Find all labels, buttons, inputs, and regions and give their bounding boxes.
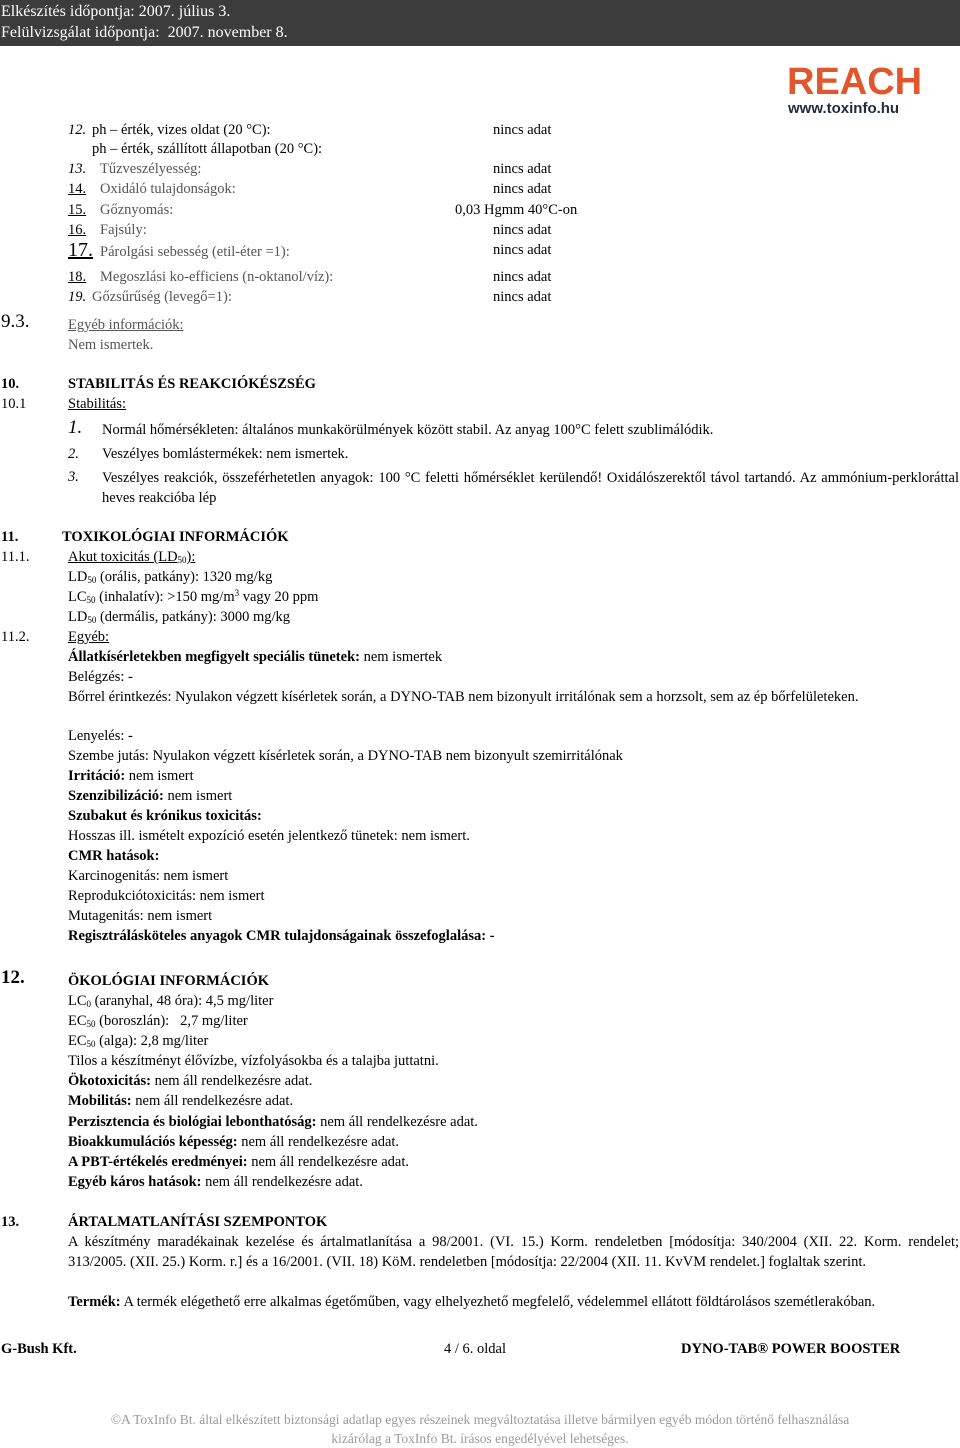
ingestion: Lenyelés: -: [68, 728, 133, 744]
section-10-1-title: Stabilitás:: [68, 396, 126, 412]
carcinogenicity: Karcinogenitás: nem ismert: [68, 868, 229, 884]
prop-label: Megoszlási ko-efficiens (n-oktanol/víz):: [100, 269, 334, 285]
prop-num: 17.: [68, 239, 93, 261]
section-11-number: 11.: [1, 529, 19, 545]
prop-label: Párolgási sebesség (etil-éter =1):: [100, 244, 290, 260]
footer-page-number: 4 / 6. oldal: [444, 1341, 507, 1357]
eco-row: Mobilitás: nem áll rendelkezésre adat.: [68, 1093, 294, 1109]
prop-num: 12.: [68, 122, 87, 138]
prop-value: nincs adat: [493, 122, 552, 138]
sensitization: Szenzibilizáció: nem ismert: [68, 788, 233, 804]
cmr-effects: CMR hatások:: [68, 848, 160, 864]
irritation: Irritáció: nem ismert: [68, 768, 194, 784]
eye-contact: Szembe jutás: Nyulakon végzett kísérletek során, a DYNO-TAB nem bizonyult szemirritálónak: [68, 748, 623, 764]
skin-contact: Bőrrel érintkezés: Nyulakon végzett kísérletek során, a DYNO-TAB nem bizonyult irritálónak sem a horzsolt, sem az ép bőrfelületeken.: [68, 689, 859, 705]
ld50-oral: $LD_{50}$ (orális, patkány): 1320 mg/kg: [68, 569, 273, 585]
section-11-title: TOXIKOLÓGIAI INFORMÁCIÓK: [62, 529, 289, 545]
footer-product: DYNO-TAB® POWER BOOSTER: [681, 1341, 901, 1357]
eco-row: A PBT-értékelés eredményei: nem áll rendelkezésre adat.: [68, 1154, 410, 1170]
eco-row: Egyéb káros hatások: nem áll rendelkezésre adat.: [68, 1174, 363, 1190]
prop-label: Tűzveszélyesség:: [100, 161, 202, 177]
section-10-title: STABILITÁS ÉS REAKCIÓKÉSZSÉG: [68, 376, 316, 392]
prop-label: Oxidáló tulajdonságok:: [100, 181, 236, 197]
prop-num: 18.: [68, 269, 87, 285]
document-header: [0, 0, 960, 46]
created-date: Elkészítés időpontja: 2007. július 3.: [1, 3, 231, 20]
reach-logo-url: www.toxinfo.hu: [788, 100, 900, 117]
section-12-number: 12.: [1, 967, 25, 988]
prop-num: 15.: [68, 202, 87, 218]
section-10-number: 10.: [1, 376, 20, 392]
reach-logo-word: REACH: [787, 61, 923, 103]
stability-item-num: 1.: [68, 417, 83, 438]
section-11-1-number: 11.1.: [1, 549, 30, 565]
prop-value: nincs adat: [493, 242, 552, 258]
reproductive-toxicity: Reprodukciótoxicitás: nem ismert: [68, 888, 265, 904]
cmr-summary: Regisztrálásköteles anyagok CMR tulajdonságainak összefoglalása: -: [68, 928, 495, 944]
stability-item-text: Veszélyes bomlástermékek: nem ismertek.: [102, 446, 349, 462]
prop-label: Gőznyomás:: [100, 202, 174, 218]
lc50-inhalation: $LC_{50}$ (inhalatív): >150 $mg/m^3$ vagy 20 ppm: [68, 588, 319, 605]
water-prohibition: Tilos a készítményt élővízbe, vízfolyásokba és a talajba juttatni.: [68, 1053, 439, 1069]
chronic-toxicity: Szubakut és krónikus toxicitás:: [68, 808, 262, 824]
ec50-algae: $EC_{50}$ (alga): 2,8 mg/liter: [68, 1033, 209, 1049]
section-11-1-title: Akut toxicitás $(LD_{50})$:: [68, 549, 196, 565]
repeated-exposure: Hosszas ill. ismételt expozíció esetén jelentkező tünetek: nem ismert.: [68, 828, 470, 844]
prop-label: Fajsúly:: [100, 222, 147, 238]
ld50-dermal: $LD_{50}$ (dermális, patkány): 3000 mg/kg: [68, 609, 291, 625]
prop-num: 19.: [68, 289, 87, 305]
section-11-2-number: 11.2.: [1, 629, 30, 645]
inhalation: Belégzés: -: [68, 669, 133, 685]
prop-value: nincs adat: [493, 269, 552, 285]
stability-item-text: Normál hőmérsékleten: általános munkakörülmények között stabil. Az anyag 100°C felett szublimálódik.: [102, 422, 714, 438]
footer-company: G-Bush Kft.: [1, 1341, 77, 1357]
revised-date: Felülvizsgálat időpontja: 2007. november 8.: [1, 24, 288, 41]
ec50-daphnia: $EC_{50}$ (boroszlán): 2,7 mg/liter: [68, 1013, 248, 1029]
prop-num: 13.: [68, 161, 87, 177]
prop-label: ph – érték, vizes oldat (20 °C):: [92, 122, 271, 138]
prop-num: 14.: [68, 181, 87, 197]
lc0-goldfish: $LC_0$ (aranyhal, 48 óra): 4,5 mg/liter: [68, 993, 274, 1009]
section-9-3-number: 9.3.: [1, 311, 30, 332]
section-10-1-number: 10.1: [1, 396, 27, 412]
section-13-number: 13.: [1, 1214, 20, 1230]
eco-row: Perzisztencia és biológiai lebonthatóság: nem áll rendelkezésre adat.: [68, 1114, 478, 1130]
prop-label: ph – érték, szállított állapotban (20 °C):: [92, 141, 323, 157]
section-11-2-title: Egyéb:: [68, 629, 110, 645]
prop-value: nincs adat: [493, 181, 552, 197]
section-9-3-text: Nem ismertek.: [68, 337, 154, 353]
animal-symptoms: Állatkísérletekben megfigyelt speciális tünetek: nem ismertek: [68, 649, 443, 665]
stability-item-num: 2.: [68, 446, 79, 462]
section-12-title: ÖKOLÓGIAI INFORMÁCIÓK: [68, 973, 269, 989]
eco-row: Bioakkumulációs képesség: nem áll rendelkezésre adat.: [68, 1134, 400, 1150]
reach-logo: [787, 62, 959, 124]
stability-item-num: 3.: [68, 469, 79, 485]
prop-label: Gőzsűrűség (levegő=1):: [92, 289, 232, 305]
copyright-note-line2: kizárólag a ToxInfo Bt. írásos engedélyével lehetséges.: [331, 1431, 629, 1446]
prop-value: nincs adat: [493, 161, 552, 177]
prop-value: 0,03 Hgmm 40°C-on: [455, 202, 578, 218]
mutagenicity: Mutagenitás: nem ismert: [68, 908, 213, 924]
eco-row: Ökotoxicitás: nem áll rendelkezésre adat.: [68, 1073, 313, 1089]
prop-num: 16.: [68, 222, 87, 238]
stability-item-text: Veszélyes reakciók, összeférhetetlen anyagok: 100 °C feletti hőmérséklet kerülendő! Oxidálószerektől távol tartandó. Az ammónium-perkloráttal heves reakcióba lép: [102, 470, 959, 506]
disposal-product: Termék: A termék elégethető erre alkalmas égetőműben, vagy elhelyezhető megfelelő, védelemmel ellátott földtárolásos szemétlerakóban.: [68, 1294, 876, 1310]
section-9-3-title: Egyéb információk:: [68, 317, 184, 333]
copyright-note-line1: ©A ToxInfo Bt. által elkészített biztonsági adatlap egyes részeinek megváltoztatása illetve bármilyen egyéb módon történő felhasználása: [110, 1412, 850, 1427]
section-13-title: ÁRTALMATLANÍTÁSI SZEMPONTOK: [68, 1214, 328, 1230]
prop-value: nincs adat: [493, 222, 552, 238]
disposal-paragraph: A készítmény maradékainak kezelése és ártalmatlanítása a 98/2001. (VI. 15.) Korm. rendeletben [módosítja: 340/2004 (XII. 22. Korm. rendelet; 313/2005. (XII. 25.) Korm. r.] és a 16/2001. (VII. 18) KöM. rendeletben [módosítja: 22/2004 (XII. 11. KvVM rendelet.] foglaltak szerint.: [68, 1234, 959, 1270]
prop-value: nincs adat: [493, 289, 552, 305]
